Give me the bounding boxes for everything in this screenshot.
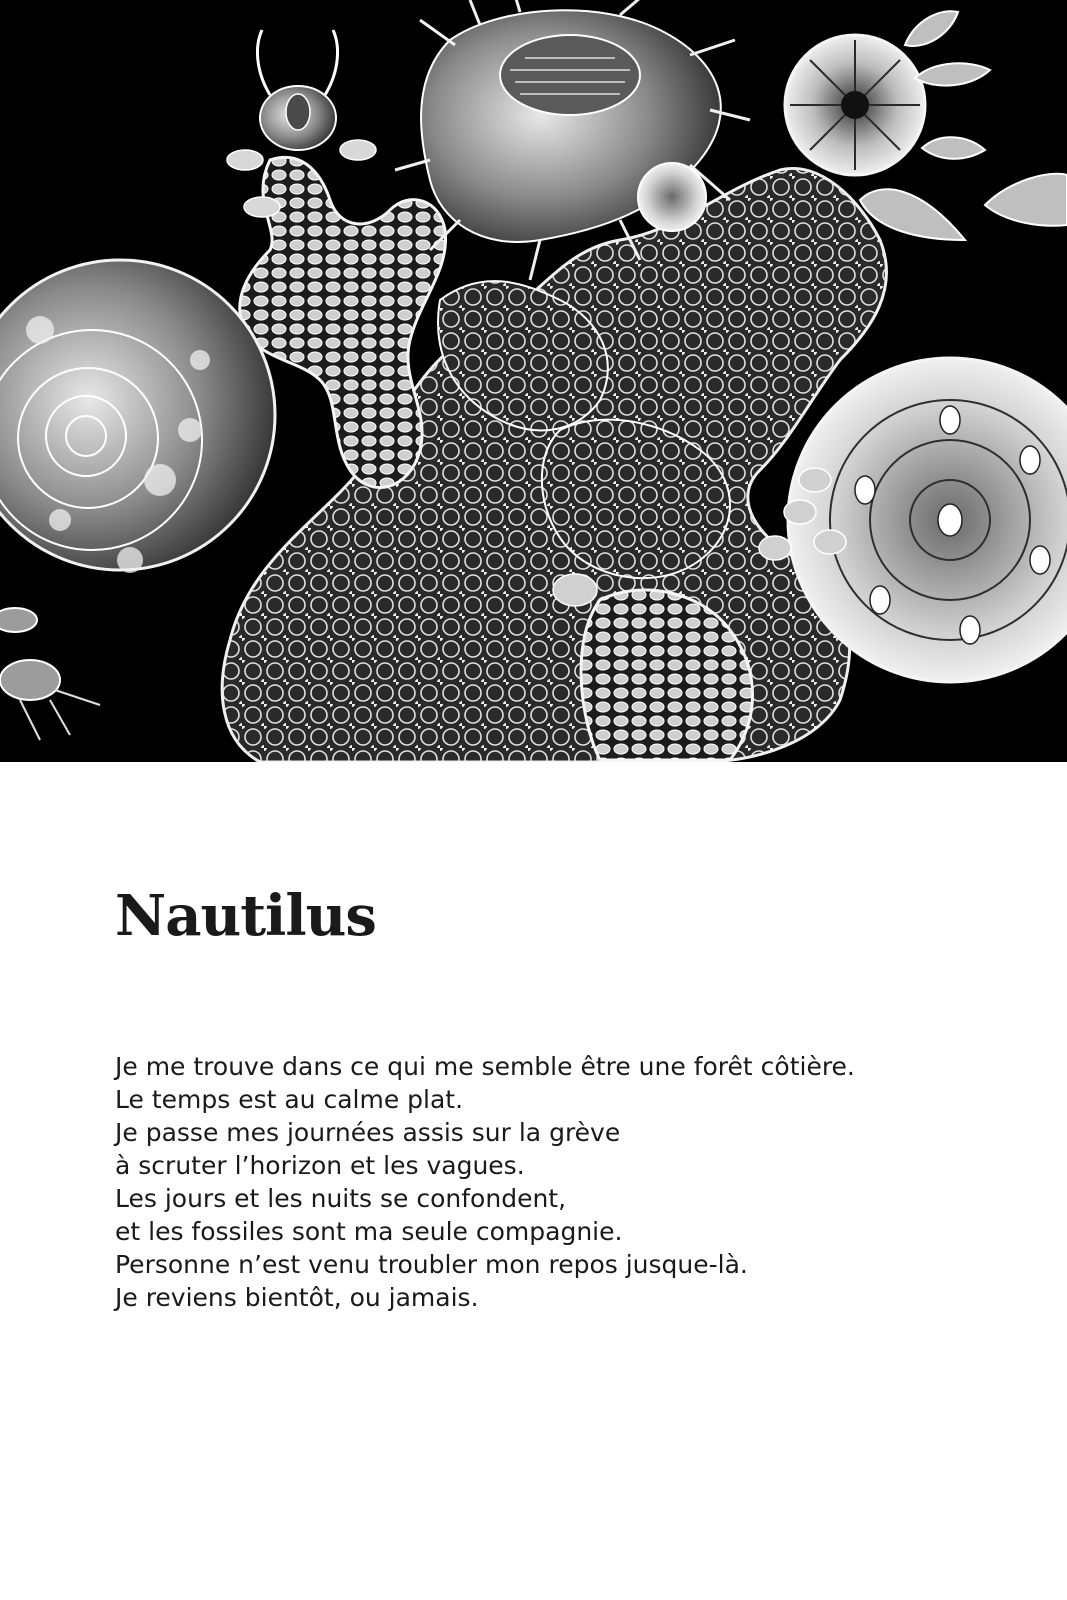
poem-line: Les jours et les nuits se confondent,	[115, 1184, 567, 1213]
poem-line: Personne n’est venu troubler mon repos jusque-là.	[115, 1250, 748, 1279]
page-title: Nautilus	[115, 883, 376, 949]
poem-line: Le temps est au calme plat.	[115, 1085, 464, 1114]
poem-line: et les fossiles sont ma seule compagnie.	[115, 1217, 623, 1246]
poem-line: à scruter l’horizon et les vagues.	[115, 1151, 525, 1180]
poem-line: Je reviens bientôt, ou jamais.	[115, 1283, 479, 1312]
fossils-illustration-icon	[0, 0, 1067, 762]
fossils-illustration	[0, 0, 1067, 762]
poem-line: Je me trouve dans ce qui me semble être une forêt côtière.	[115, 1052, 855, 1081]
poem-text	[115, 1050, 1015, 1314]
poem-line: Je passe mes journées assis sur la grève	[115, 1118, 621, 1147]
